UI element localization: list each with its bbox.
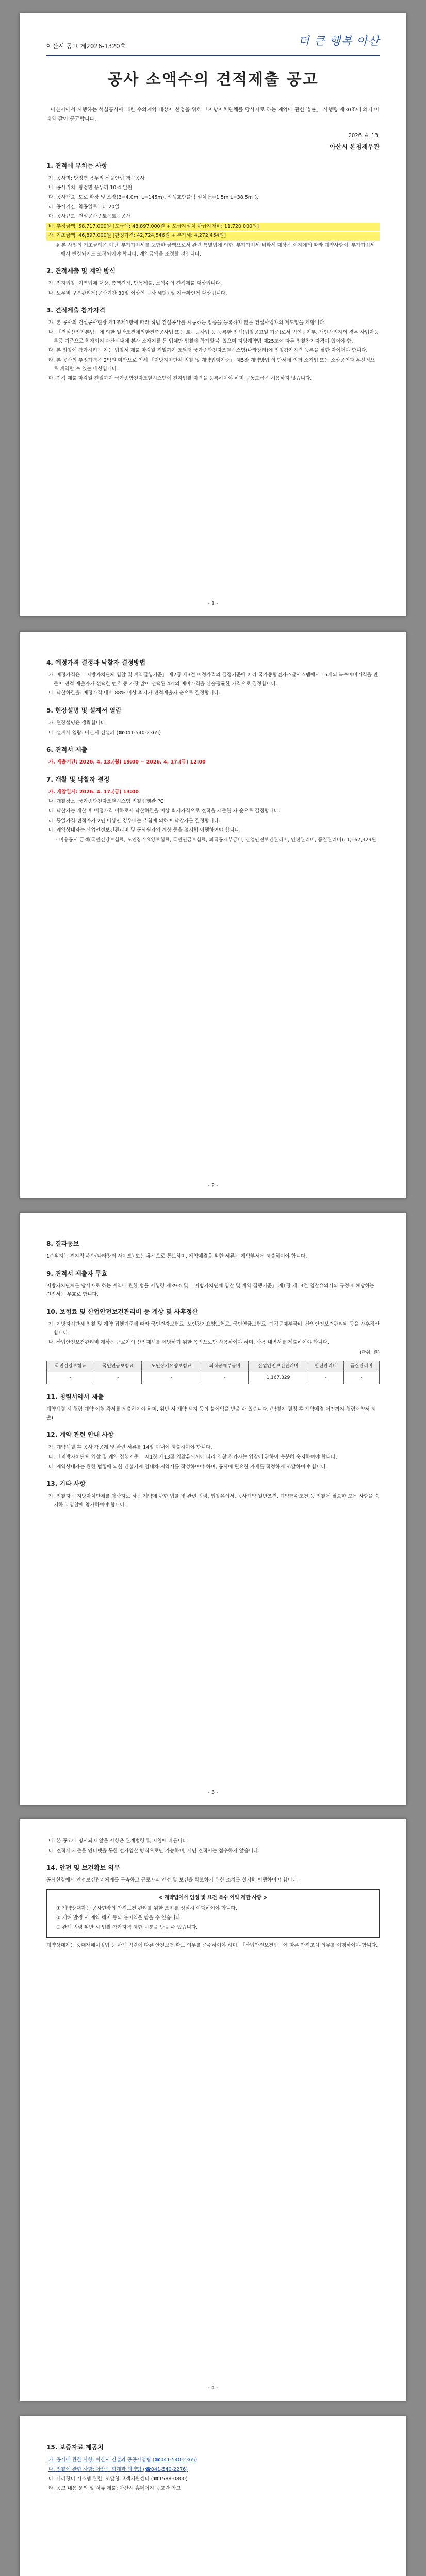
s13-item: 다. 견적서 제출은 인터넷을 통한 전자입찰 방식으로만 가능하며, 서면 견적서는 접수하지 않습니다. bbox=[48, 1848, 260, 1854]
document-page-3 bbox=[20, 1213, 406, 1805]
s9-text: 지방자치단체를 당사자로 하는 계약에 관한 법률 시행령 제39조 및 「지방자치단체 입찰 및 계약 집행기준」 제1장 제13절 입찰유의서의 규정에 해당하는 견적서는 무효로 합니다. bbox=[46, 1283, 374, 1298]
table-cell: - bbox=[47, 1372, 94, 1384]
notice-date: 2026. 4. 13. bbox=[348, 133, 380, 139]
s3-item: 나. 「건설산업기본법」에 의한 일반조건에의한건축공사업 또는 토목공사업 등 등록한 업체(입찰공고일 기준)로서 법인등기부, 개인사업자의 경우 사업자등록증 기준으로 현재까지 아산시내에 본사 소재지를 둔 업체만 입찰에 참가할 수 있으며 지방계약법 제25조에 따른 입찰참가자격이 있어야 함. bbox=[48, 330, 379, 344]
table-cell: - bbox=[142, 1372, 201, 1384]
table-row bbox=[47, 1372, 380, 1384]
city-logo: 더 큰 행복 아산 bbox=[298, 35, 380, 48]
table-header-row bbox=[47, 1361, 380, 1372]
contact-construction[interactable]: 가. 공사에 관한 사항: 아산시 건설과 공공사업팀 (☎041-540-2365) bbox=[48, 2457, 198, 2463]
page-number: - 1 - bbox=[208, 600, 218, 606]
s2-item: 나. 노무비 구분관리제(공사기간 30일 이상인 공사 해당) 및 지급확인제 대상입니다. bbox=[48, 290, 227, 296]
s5-item: 가. 현장설명은 생략합니다. bbox=[48, 720, 107, 726]
s13-item: 나. 본 공고에 명시되지 않은 사항은 관계법령 및 지침에 따릅니다. bbox=[48, 1838, 189, 1844]
s1-item: 마. 공사규모: 건설공사 / 토목토목공사 bbox=[48, 214, 131, 219]
s4-item: 가. 예정가격은 「지방자치단체 입찰 및 계약집행기준」 제2장 제3절 예정가격의 결정기준에 따라 국가종합전자조달시스템에서 15개의 복수예비가격을 만들어 견적 제출자가 선택한 번호 중 가장 많이 선택된 4개의 예비가격을 산술평균한 가격으로 결정합니다. bbox=[48, 672, 379, 687]
page-number: - 4 - bbox=[208, 2385, 218, 2391]
s14-text: 공사현장에서 안전보건관리체계를 구축하고 근로자의 안전 및 보건을 확보하기 위한 조치를 철저히 이행하여야 합니다. bbox=[46, 1877, 299, 1884]
s1-item-estimated-price: 바. 추정금액: 58,717,000원 [도급액: 48,897,000원 + 도급자설치 관급자재비: 11,720,000원] bbox=[46, 223, 380, 231]
s2-item: 가. 전자입찰: 지역업체 대상, 총액견적, 단독제출, 소액수의 견적제출 대상입니다. bbox=[48, 281, 222, 287]
contact-naratgeo: 다. 나라장터 시스템 관련: 조달청 고객지원센터 (☎1588-0800) bbox=[48, 2476, 188, 2482]
restriction-box-title: < 계약법에서 인정 및 요건 특수 이익 제한 사항 > bbox=[158, 1894, 268, 1901]
section-14-title: 14. 안전 및 보건확보 의무 bbox=[46, 1864, 120, 1872]
section-11-title: 11. 청렴서약서 제출 bbox=[46, 1393, 104, 1400]
issuing-org: 아산시 본청재무관 bbox=[330, 143, 380, 150]
s12-item: 나. 「지방자치단체 입찰 및 계약 집행기준」 제1장 제13절 입찰유의서에 따라 입찰 참가자는 입찰에 관하여 충분히 숙지하여야 합니다. bbox=[48, 1454, 337, 1460]
table-cell: - bbox=[343, 1372, 379, 1384]
table-header: 노인장기요양보험료 bbox=[142, 1361, 201, 1372]
document-page-4 bbox=[20, 1819, 406, 2401]
contact-notice: 라. 공고 내용 문의 및 서류 제출: 아산시 홈페이지 공고란 참고 bbox=[48, 2485, 181, 2492]
section-1-title: 1. 견적에 부치는 사항 bbox=[46, 162, 108, 170]
section-10-title: 10. 보험료 및 산업안전보건관리비 등 계상 및 사후정산 bbox=[46, 1308, 198, 1315]
table-header: 품질관리비 bbox=[343, 1361, 379, 1372]
s1-note: ※ 본 사업의 기초금액은 이번, 부가가치세를 포함한 금액으로서 관련 특별법에 의한, 부가가치세 비과세 대상은 이자에게 따라 계약사항이, 부가가치세에서 변경되어도 조정되어야 합니다. 계약금액을 조정할 것입니다. bbox=[56, 242, 375, 257]
table-unit: (단위: 원) bbox=[359, 1350, 380, 1355]
s3-item: 라. 본 공사의 추정가격은 2억원 미만으로 인해 「지방자치단체 입찰 및 계약집행기준」 제5장 계약방법 의 단서에 의거 소기업 또는 소상공인과 우선적으로 계약할 수 있는 대상입니다. bbox=[48, 357, 375, 372]
s7-opening-date: 가. 개찰일시: 2026. 4. 17.(금) 13:00 bbox=[48, 789, 139, 795]
s3-item: 다. 본 입찰에 참가하려는 자는 입찰서 제출 마감일 전일까지 조달청 국가종합전자조달시스템(나라장터)에 입찰참가자격 등록을 필한 자이어야 합니다. bbox=[48, 348, 368, 354]
document-page-2 bbox=[20, 632, 406, 1198]
s6-submission-period: 가. 제출기간: 2026. 4. 13.(월) 19:00 ~ 2026. 4. 17.(금) 12:00 bbox=[48, 759, 206, 766]
page-number: - 3 - bbox=[208, 1789, 218, 1795]
page-number: - 2 - bbox=[208, 1182, 218, 1189]
s7-item: 라. 동일가격 견적자가 2인 이상인 경우에는 추첨에 의하여 낙찰자를 결정합니다. bbox=[48, 818, 220, 824]
contact-contract[interactable]: 나. 입찰에 관한 사항: 아산시 회계과 계약팀 (☎041-540-2276) bbox=[48, 2466, 188, 2472]
s1-item: 나. 공사위치: 탕정면 용두리 10-4 일원 bbox=[48, 185, 133, 191]
section-9-title: 9. 견적서 제출자 무효 bbox=[46, 1269, 108, 1277]
section-4-title: 4. 예정가격 결정과 낙찰자 결정방법 bbox=[46, 659, 145, 666]
s7-item: 나. 개찰장소: 국가종합전자조달시스템 입찰집행관 PC bbox=[48, 799, 164, 805]
s8-text: 1순위자는 전자적 수단(나라장터 사이트) 또는 유선으로 통보하며, 계약체결을 위한 서류는 계약부서에 제출하여야 합니다. bbox=[46, 1253, 307, 1259]
s1-item: 라. 공사기간: 착공일로부터 20일 bbox=[48, 204, 120, 210]
section-15-title: 15. 보증자료 제공처 bbox=[46, 2444, 104, 2451]
s10-item: 나. 산업안전보건관리비 계상은 근로자의 산업재해를 예방하기 위한 목적으로만 사용하여야 하며, 사용 내역서를 제출하여야 합니다. bbox=[48, 1340, 329, 1346]
table-header: 국민연금보험료 bbox=[94, 1361, 142, 1372]
section-5-title: 5. 현장설명 및 설계서 열람 bbox=[46, 706, 122, 714]
s3-item: 마. 견적 제출 마감일 전일까지 국가종합전자조달시스템에 전자입찰 자격을 등록하여야 하며 공동도급은 허용하지 않습니다. bbox=[48, 376, 312, 382]
s1-item-base-price: 사. 기초금액: 46,897,000원 [판정가격: 42,724,546원 + 부가세: 4,272,454원] bbox=[46, 232, 380, 241]
document-title: 공사 소액수의 견적제출 공고 bbox=[107, 70, 319, 89]
table-cell: - bbox=[201, 1372, 249, 1384]
page-header bbox=[46, 32, 380, 56]
table-cell: - bbox=[94, 1372, 142, 1384]
table-cell: 1,167,329 bbox=[249, 1372, 308, 1384]
s4-item: 나. 낙찰하한율: 예정가격 대비 88% 이상 최저가 견적제출자 순으로 결정합니다. bbox=[48, 690, 220, 697]
document-page-5 bbox=[20, 2416, 406, 2576]
section-12-title: 12. 계약 관련 안내 사항 bbox=[46, 1431, 114, 1439]
table-header: 안전관리비 bbox=[308, 1361, 343, 1372]
section-7-title: 7. 개찰 및 낙찰자 결정 bbox=[46, 775, 110, 783]
intro-text: 아산시에서 시행하는 석실공사에 대한 수의계약 대상자 선정을 위해 「지방자치단체를 당사자로 하는 계약에 관한 법률」 시행령 제30조에 의거 아래와 같이 공고합니다. bbox=[46, 107, 380, 122]
s10-item: 가. 지방자치단체 입찰 및 계약 집행기준에 따라 국민건강보험료, 노인장기요양보험료, 국민연금보험료, 퇴직공제부금비, 산업안전보건관리비 등을 사후정산합니다. bbox=[48, 1321, 380, 1336]
s1-item: 다. 공사개요: 도로 확장 및 포장(B=4.0m, L=145m), 식생호안블럭 설치 H=1.5m L=38.5m 등 bbox=[48, 194, 259, 200]
restriction-item: ① 계약상대자는 공사현장의 안전보건 관리를 위한 조치를 성실히 이행하여야 합니다. bbox=[56, 1905, 237, 1911]
section-3-title: 3. 견적제출 참가자격 bbox=[46, 307, 106, 314]
table-header: 국민건강보험료 bbox=[47, 1361, 94, 1372]
s7-cost-note: - 비용공시 금액(국민건강보험료, 노인장기요양보험료, 국민연금보험료, 퇴직공제부금비, 산업안전보건관리비, 안전관리비, 품질관리비): 1,167,329원 bbox=[56, 837, 376, 843]
document-page-1 bbox=[20, 13, 406, 616]
s12-item: 다. 계약상대자는 관련 법령에 의한 건설기계 임대차 계약서를 작성하여야 하며, 공사에 필요한 자재를 적정하게 조달하여야 합니다. bbox=[48, 1464, 327, 1470]
s13-item: 가. 입찰자는 지방자치단체를 당사자로 하는 계약에 관한 법률 및 관련 법령, 입찰유의서, 공사계약 일반조건, 계약특수조건 등 입찰에 필요한 모든 사항을 숙지하고 입찰에 참가하여야 합니다. bbox=[48, 1494, 380, 1508]
section-13-title: 13. 기타 사항 bbox=[46, 1480, 86, 1488]
s11-text: 계약체결 시 청렴 계약 이행 각서를 제출하여야 하며, 위반 시 계약 해지 등의 불이익을 받을 수 있습니다. (낙찰자 결정 후 계약체결 이전까지 청렴서약서 제출) bbox=[46, 1406, 376, 1421]
s5-item-phone: 나. 설계서 열람: 아산시 건설과 (☎041-540-2365) bbox=[48, 730, 161, 736]
s3-item: 가. 본 공사의 건설공사현장 제1조제1항에 따라 적법 건설공사를 시공하는 업종을 등록하지 않은 건설사업자의 제도입을 제합니다. bbox=[48, 320, 326, 326]
s1-item: 가. 공사명: 탕정면 용두리 석물안립 책구공사 bbox=[48, 175, 145, 181]
section-6-title: 6. 견적서 제출 bbox=[46, 746, 88, 754]
section-8-title: 8. 결과통보 bbox=[46, 1240, 79, 1247]
s12-item: 가. 계약체결 후 공사 착공계 및 관련 서류를 14일 이내에 제출하여야 합니다. bbox=[48, 1445, 212, 1451]
s7-item: 다. 낙찰자는 개찰 후 예정가격 이하로서 낙찰하한율 이상 최저가격으로 견적을 제출한 자 순으로 결정합니다. bbox=[48, 808, 281, 814]
restriction-item: ② 재해 발생 시 계약 해지 등의 불이익을 받을 수 있습니다. bbox=[56, 1915, 182, 1921]
notice-number: 아산시 공고 제2026-1320호 bbox=[46, 42, 126, 50]
insurance-cost-table bbox=[46, 1361, 380, 1385]
section-2-title: 2. 견적제출 및 계약 방식 bbox=[46, 267, 116, 275]
restriction-item: ③ 관계 법령 위반 시 입찰 참가자격 제한 처분을 받을 수 있습니다. bbox=[56, 1924, 198, 1930]
s7-item: 마. 계약상대자는 산업안전보건관리비 및 공사원가의 계상 등을 철저히 이행하여야 합니다. bbox=[48, 827, 241, 834]
s14-after-text: 계약상대자는 중대재해처벌법 등 관계 법령에 따른 안전보건 확보 의무를 준수하여야 하며, 「산업안전보건법」에 따른 안전조치 의무를 이행하여야 합니다. bbox=[46, 1943, 378, 1949]
table-header: 퇴직공제부금비 bbox=[201, 1361, 249, 1372]
table-cell: - bbox=[308, 1372, 343, 1384]
table-header: 산업안전보건관리비 bbox=[249, 1361, 308, 1372]
restriction-box bbox=[46, 1889, 380, 1938]
